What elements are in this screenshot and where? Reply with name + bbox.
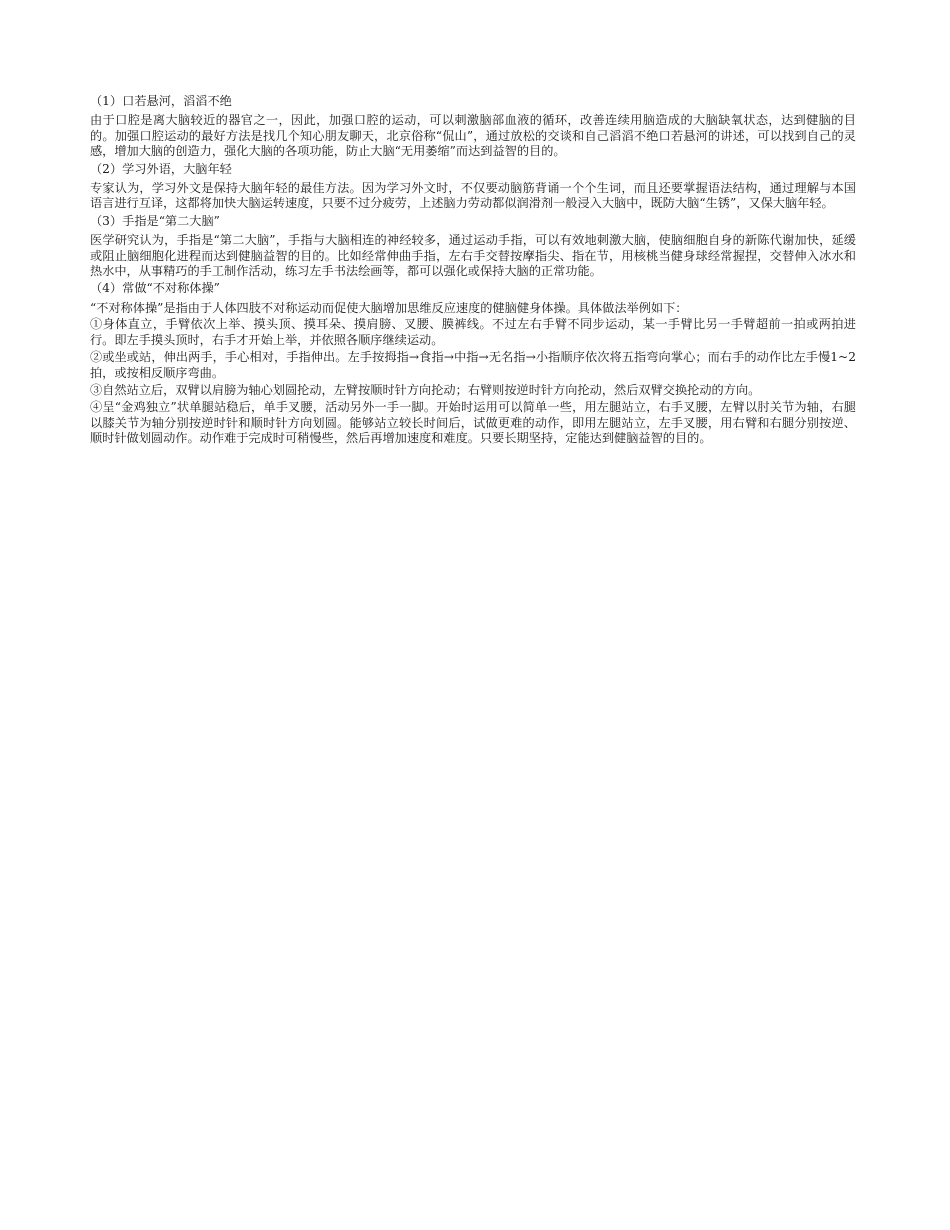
section-paragraph: 医学研究认为，手指是“第二大脑”，手指与大脑相连的神经较多，通过运动手指，可以有效地刺激大脑，使脑细胞自身的新陈代谢加快，延缓或阻止脑细胞化进程而达到健脑益智的目的。比如经常伸曲手指，左右手交替按摩指尖、指在节，用核桃当健身球经常握捏，交替伸入冰水和热水中，从事精巧的手工制作活动，练习左手书法绘画等，都可以强化或保持大脑的正常功能。 [90,233,856,279]
exercise-item: ②或坐或站，伸出两手，手心相对，手指伸出。左手按拇指→食指→中指→无名指→小指顺序依次将五指弯向掌心；而右手的动作比左手慢1~2拍，或按相反顺序弯曲。 [90,350,856,380]
section-paragraph: 由于口腔是离大脑较近的器官之一，因此，加强口腔的运动，可以刺激脑部血液的循环，改善连续用脑造成的大脑缺氧状态，达到健脑的目的。加强口腔运动的最好方法是找几个知心朋友聊天，北京俗称“侃山”，通过放松的交谈和自己滔滔不绝口若悬河的讲述，可以找到自己的灵感，增加大脑的创造力，强化大脑的各项功能，防止大脑“无用萎缩”而达到益智的目的。 [90,113,856,159]
exercise-item: ④呈“金鸡独立”状单腿站稳后，单手叉腰，活动另外一手一脚。开始时运用可以简单一些，用左腿站立，右手叉腰，左臂以肘关节为轴，右腿以膝关节为轴分别按逆时针和顺时针方向划圆。能够站立较长时间后，试做更难的动作，即用左腿站立，左手叉腰，用右臂和右腿分别按逆、顺时针做划圆动作。动作难于完成时可稍慢些，然后再增加速度和难度。只要长期坚持，定能达到健脑益智的目的。 [90,400,856,446]
section-paragraph: “不对称体操”是指由于人体四肢不对称运动而促使大脑增加思维反应速度的健脑健身体操。具体做法举例如下： [90,300,688,315]
section-heading: （4）常做“不对称体操” [90,281,220,296]
section-heading: （2）学习外语，大脑年轻 [90,161,232,176]
section-heading: （3）手指是“第二大脑” [90,213,220,228]
section-paragraph: 专家认为，学习外文是保持大脑年轻的最佳方法。因为学习外文时，不仅要动脑筋背诵一个个生词，而且还要掌握语法结构，通过理解与本国语言进行互译，这都将加快大脑运转速度，只要不过分疲劳，上述脑力劳动都似润滑剂一般浸入大脑中，既防大脑“生锈”，又保大脑年轻。 [90,181,856,211]
exercise-item: ①身体直立，手臂依次上举、摸头顶、摸耳朵、摸肩膀、叉腰、膜裤线。不过左右手臂不同步运动，某一手臂比另一手臂超前一拍或两拍进行。即左手摸头顶时，右手才开始上举，并依照各顺序继续运动。 [90,317,856,347]
exercise-item: ③自然站立后，双臂以肩膀为轴心划圆抡动，左臂按顺时针方向抡动；右臂则按逆时针方向抡动，然后双臂交换抡动的方向。 [90,382,761,397]
section-heading: （1）口若悬河，滔滔不绝 [90,94,232,108]
document-body [90,92,856,449]
